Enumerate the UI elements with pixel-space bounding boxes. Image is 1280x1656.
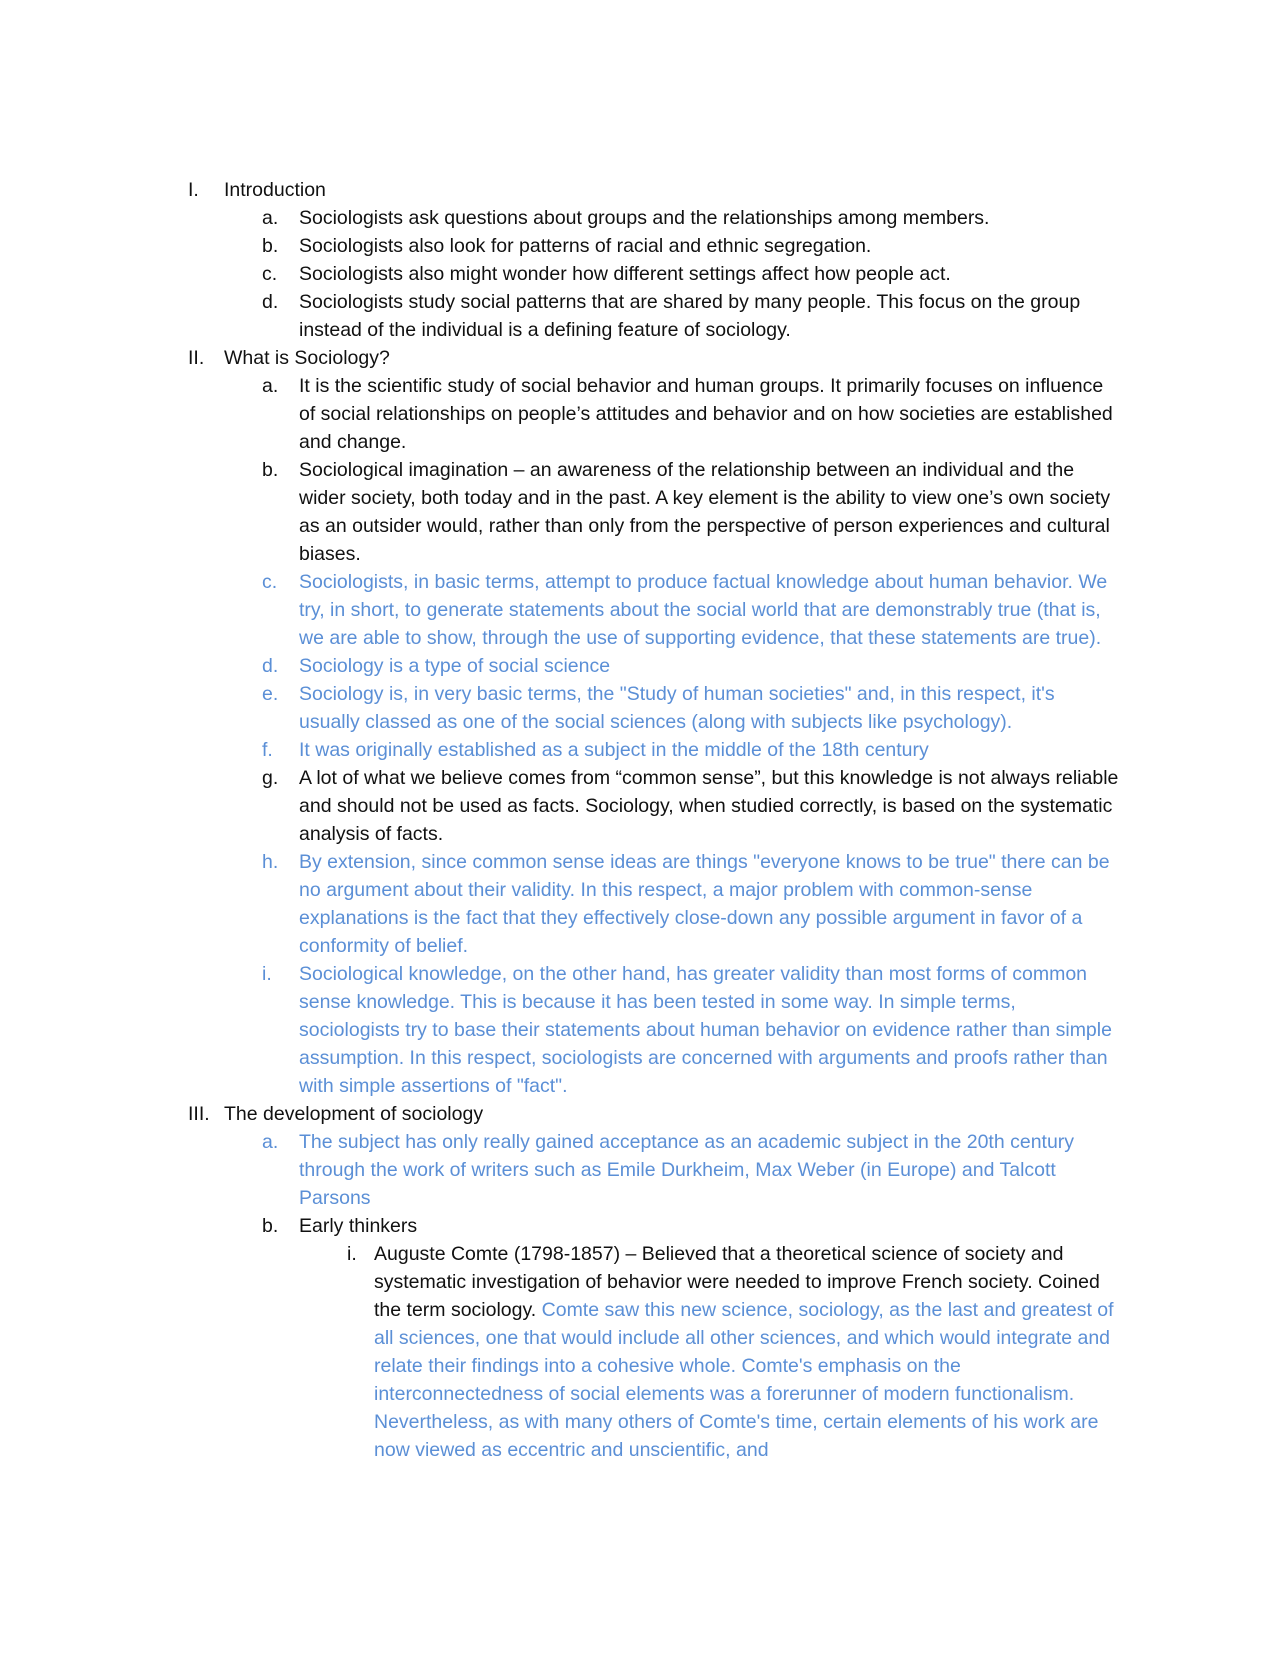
item-text: Sociology is, in very basic terms, the "Study of human societies" and, in this respect, it's usually classed as one of the social sciences (along with subjects like psychology). bbox=[299, 683, 1055, 733]
sub-item-text: Auguste Comte (1798-1857) – Believed that a theoretical science of society and systematic investigation of behavior were needed to improve French society. Coined the term sociology. bbox=[374, 1243, 1100, 1321]
outline bbox=[0, 176, 1280, 1464]
item-text: Sociologists ask questions about groups and the relationships among members. bbox=[299, 207, 990, 229]
item-text: It was originally established as a subject in the middle of the 18th century bbox=[299, 739, 929, 761]
list-item bbox=[0, 960, 1119, 1100]
item-marker: c. bbox=[262, 571, 278, 593]
section-title: What is Sociology? bbox=[224, 347, 390, 369]
list-item bbox=[0, 204, 1119, 232]
section-development-items bbox=[0, 1128, 1280, 1464]
item-marker: a. bbox=[262, 1131, 279, 1153]
list-item bbox=[0, 232, 1119, 260]
list-item bbox=[0, 288, 1119, 344]
section-title: The development of sociology bbox=[224, 1103, 484, 1125]
item-marker: h. bbox=[262, 851, 279, 873]
item-marker: i. bbox=[262, 963, 272, 985]
item-marker: c. bbox=[262, 263, 278, 285]
item-text: Early thinkers bbox=[299, 1215, 418, 1237]
list-item bbox=[0, 1128, 1119, 1212]
item-text: Sociological knowledge, on the other hand, has greater validity than most forms of common sense knowledge. This is because it has been tested in some way. In simple terms, sociologists try to base their statements about human behavior on evidence rather than simple assumption. In this respect, sociologists are concerned with arguments and proofs rather than with simple assertions of "fact". bbox=[299, 963, 1112, 1097]
section-what-is-sociology-items bbox=[0, 372, 1280, 1100]
item-text: Sociologists study social patterns that are shared by many people. This focus on the group instead of the individual is a defining feature of sociology. bbox=[299, 291, 1081, 341]
sub-item-text-highlighted: Comte saw this new science, sociology, as the last and greatest of all sciences, one that would include all other sciences, and which would integrate and relate their findings into a cohesive whole. Comte's emphasis on the interconnectedness of social elements was a forerunner of modern functionalism. Nevertheless, as with many others of Comte's time, certain elements of his work are now viewed as eccentric and unscientific, and bbox=[374, 1299, 1114, 1461]
list-item bbox=[0, 736, 1119, 764]
section-marker: I. bbox=[188, 179, 199, 201]
sub-list-item-comte bbox=[0, 1240, 1119, 1464]
item-text: The subject has only really gained acceptance as an academic subject in the 20th century through the work of writers such as Emile Durkheim, Max Weber (in Europe) and Talcott Parsons bbox=[299, 1131, 1075, 1209]
item-marker: g. bbox=[262, 767, 279, 789]
section-development-of-sociology bbox=[0, 1100, 1280, 1128]
item-text: Sociology is a type of social science bbox=[299, 655, 611, 677]
item-marker: b. bbox=[262, 1215, 279, 1237]
item-text: It is the scientific study of social behavior and human groups. It primarily focuses on influence of social relationships on people’s attitudes and behavior and on how societies are established and change. bbox=[299, 375, 1113, 453]
item-marker: a. bbox=[262, 375, 279, 397]
list-item bbox=[0, 372, 1119, 456]
item-text: A lot of what we believe comes from “common sense”, but this knowledge is not always reliable and should not be used as facts. Sociology, when studied correctly, is based on the systematic analysis of facts. bbox=[299, 767, 1119, 845]
section-marker: III. bbox=[188, 1103, 210, 1125]
item-text: By extension, since common sense ideas are things "everyone knows to be true" there can be no argument about their validity. In this respect, a major problem with common-sense explanations is the fact that they effectively close-down any possible argument in favor of a conformity of belief. bbox=[299, 851, 1110, 957]
sub-item-marker: i. bbox=[347, 1243, 357, 1265]
list-item bbox=[0, 568, 1119, 652]
item-text: Sociological imagination – an awareness of the relationship between an individual and the wider society, both today and in the past. A key element is the ability to view one’s own society as an outsider would, rather than only from the perspective of person experiences and cultural biases. bbox=[299, 459, 1111, 565]
item-marker: d. bbox=[262, 655, 279, 677]
list-item bbox=[0, 456, 1119, 568]
list-item bbox=[0, 1212, 1119, 1240]
list-item bbox=[0, 848, 1119, 960]
item-text: Sociologists, in basic terms, attempt to produce factual knowledge about human behavior. We try, in short, to generate statements about the social world that are demonstrably true (that is, we are able to show, through the use of supporting evidence, that these statements are true). bbox=[299, 571, 1108, 649]
section-introduction-items bbox=[0, 204, 1280, 344]
section-what-is-sociology bbox=[0, 344, 1280, 372]
list-item bbox=[0, 764, 1119, 848]
section-marker: II. bbox=[188, 347, 205, 369]
item-marker: d. bbox=[262, 291, 279, 313]
item-marker: b. bbox=[262, 459, 279, 481]
list-item bbox=[0, 652, 1119, 680]
item-marker: a. bbox=[262, 207, 279, 229]
section-title: Introduction bbox=[224, 179, 326, 201]
section-introduction bbox=[0, 176, 1280, 204]
list-item bbox=[0, 680, 1119, 736]
item-marker: b. bbox=[262, 235, 279, 257]
item-text: Sociologists also might wonder how different settings affect how people act. bbox=[299, 263, 951, 285]
item-marker: f. bbox=[262, 739, 273, 761]
item-marker: e. bbox=[262, 683, 279, 705]
list-item bbox=[0, 260, 1119, 288]
item-text: Sociologists also look for patterns of racial and ethnic segregation. bbox=[299, 235, 872, 257]
